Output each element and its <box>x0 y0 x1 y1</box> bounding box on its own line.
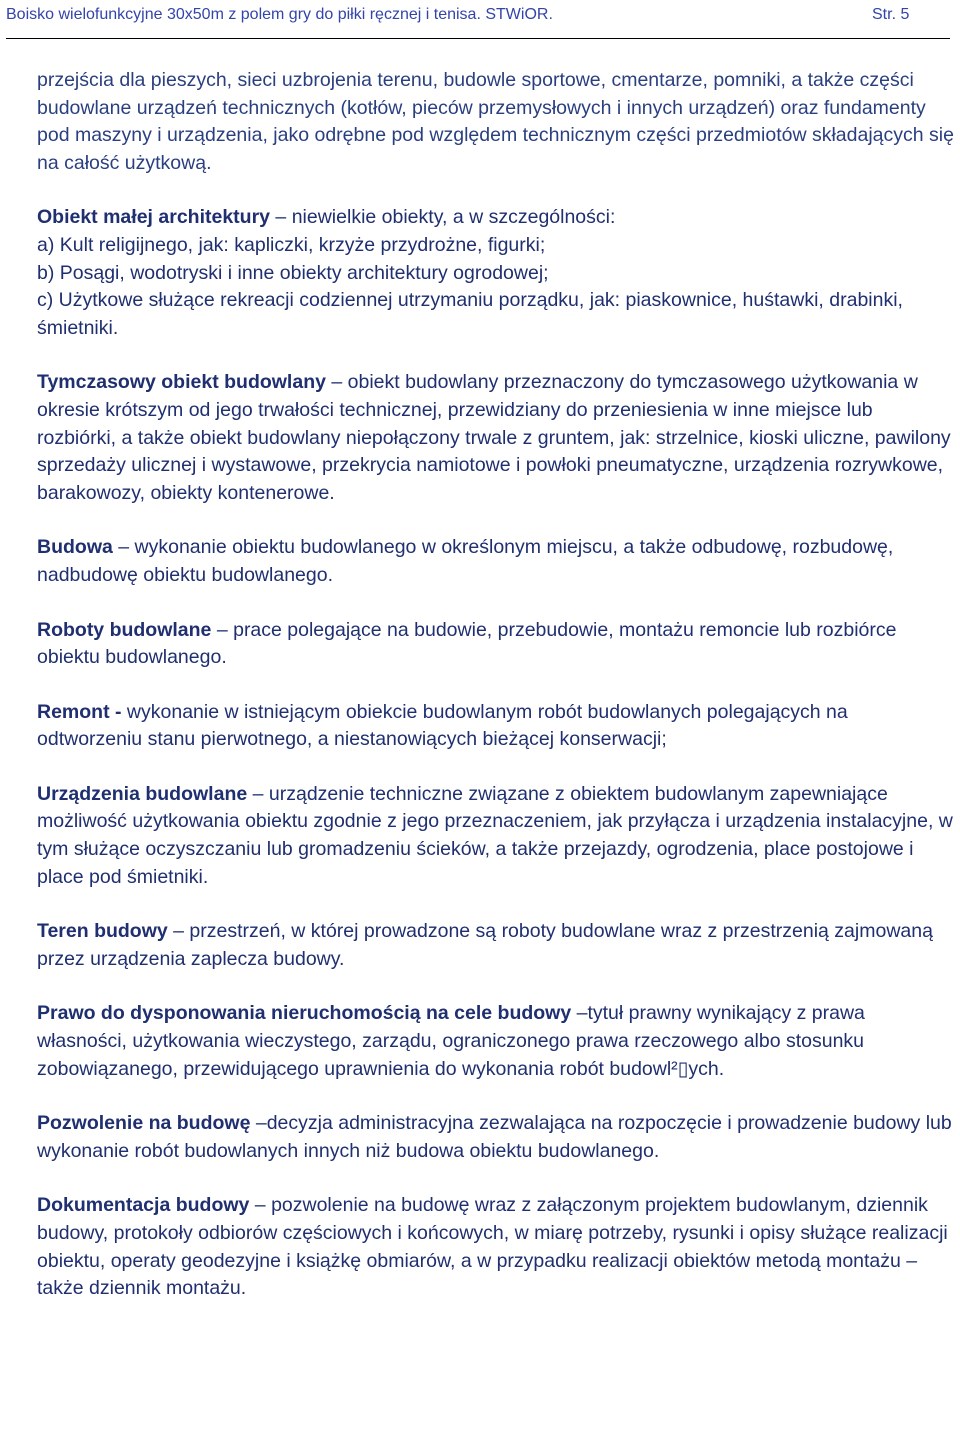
definition-roboty-budowlane <box>37 617 957 672</box>
definition-separator: – <box>250 1112 267 1135</box>
definition-prawo-do-dysponowania <box>37 1000 957 1083</box>
definition-text: urządzenie techniczne związane z obiektem budowlanym zapewniające możliwość użytkowania obiektu zgodnie z jego przeznaczeniem, jak przyłącza i urządzenia instalacyjne, w tym służące oczyszczaniu lub gromadzeniu ścieków, a także przejazdy, ogrodzenia, place postojowe i place pod śmietniki. <box>37 782 953 888</box>
definition-text: wykonanie w istniejącym obiekcie budowlanym robót budowlanych polegających na odtworzeniu stanu pierwotnego, a niestanowiących bieżącej konserwacji; <box>37 700 848 751</box>
definition-term: Urządzenia budowlane <box>37 782 248 805</box>
definition-separator: – <box>247 782 269 805</box>
definition-text: przestrzeń, w której prowadzone są roboty budowlane wraz z przestrzenią zajmowaną przez urządzenia zaplecza budowy. <box>37 920 933 970</box>
definition-term: Dokumentacja budowy <box>37 1194 250 1217</box>
definition-tymczasowy-obiekt <box>37 369 957 507</box>
definition-separator: – <box>112 536 135 559</box>
page-header <box>6 4 950 39</box>
definition-term: Budowa <box>37 536 113 559</box>
definition-text: tytuł prawny wynikający z prawa własności, użytkowania wieczystego, zarządu, ograniczonego prawa rzeczowego albo stosunku zobowiązanego, przewidującego uprawnienia do wykonania robót budowl²▯ych. <box>37 1002 865 1080</box>
definition-separator: – <box>211 618 234 641</box>
list-item: a) Kult religijnego, jak: kapliczki, krzyże przydrożne, figurki; <box>37 233 546 256</box>
list-item: c) Użytkowe służące rekreacji codziennej utrzymaniu porządku, jak: piaskownice, huśtawki, drabinki, śmietniki. <box>37 289 903 339</box>
document-title: Boisko wielofunkcyjne 30x50m z polem gry do piłki ręcznej i tenisa. STWiOR. <box>6 6 553 23</box>
definition-separator: – <box>167 920 190 943</box>
definition-urzadzenia-budowlane <box>37 781 957 891</box>
definition-budowa <box>37 534 957 589</box>
definition-obiekt-malej-architektury <box>37 204 957 342</box>
definition-text: prace polegające na budowie, przebudowie, montażu remoncie lub rozbiórce obiektu budowlanego. <box>37 618 897 669</box>
definition-term: Tymczasowy obiekt budowlany <box>37 371 326 394</box>
definition-text: wykonanie obiektu budowlanego w określonym miejscu, a także odbudowę, rozbudowę, nadbudowę obiektu budowlanego. <box>37 536 894 586</box>
definition-teren-budowy <box>37 918 957 973</box>
definition-term: Obiekt małej architektury <box>37 206 271 229</box>
definition-text: obiekt budowlany przeznaczony do tymczasowego użytkowania w okresie krótszym od jego trwałości technicznej, przewidziany do przeniesienia w inne miejsce lub rozbiórki, a także obiekt budowlany niepołączony trwale z gruntem, jak: strzelnice, kioski uliczne, pawilony sprzedaży ulicznej i wystawowe, przekrycia namiotowe i powłoki pneumatyczne, urządzenia rozrywkowe, barakowozy, obiekty kontenerowe. <box>37 371 951 504</box>
definition-remont <box>37 699 957 754</box>
definition-text: niewielkie obiekty, a w szczególności: <box>291 206 616 229</box>
definition-term: Remont - <box>37 700 122 723</box>
definition-term: Prawo do dysponowania nieruchomością na cele budowy <box>37 1002 572 1025</box>
definition-separator: – <box>249 1194 272 1217</box>
definition-term: Roboty budowlane <box>37 618 212 641</box>
definition-separator: – <box>325 371 348 394</box>
definition-text: decyzja administracyjna zezwalająca na rozpoczęcie i prowadzenie budowy lub wykonanie robót budowlanych innych niż budowa obiektu budowlanego. <box>37 1112 952 1162</box>
definition-pozwolenie-na-budowe <box>37 1110 957 1165</box>
definition-separator: – <box>270 206 292 229</box>
intro-paragraph: przejścia dla pieszych, sieci uzbrojenia terenu, budowle sportowe, cmentarze, pomniki, a także części budowlane urządzeń technicznych (kotłów, pieców przemysłowych i innych urządzeń) oraz fundamenty pod maszyny i urządzenia, jako odrębne pod względem technicznym części przedmiotów składających się na całość użytkową. <box>37 69 954 174</box>
definition-term: Pozwolenie na budowę <box>37 1112 251 1135</box>
definition-dokumentacja-budowy <box>37 1192 957 1302</box>
page-number: Str. 5 <box>872 6 910 23</box>
list-item: b) Posągi, wodotryski i inne obiekty architektury ogrodowej; <box>37 261 549 284</box>
document-body <box>37 67 957 1303</box>
definition-separator: – <box>571 1002 588 1025</box>
definition-text: pozwolenie na budowę wraz z załączonym projektem budowlanym, dziennik budowy, protokoły odbiorów częściowych i końcowych, w miarę potrzeby, rysunki i opisy służące realizacji obiektu, operaty geodezyjne i książkę obmiarów, a w przypadku realizacji obiektów metodą montażu – także dziennik montażu. <box>37 1194 948 1300</box>
definition-term: Teren budowy <box>37 920 168 943</box>
